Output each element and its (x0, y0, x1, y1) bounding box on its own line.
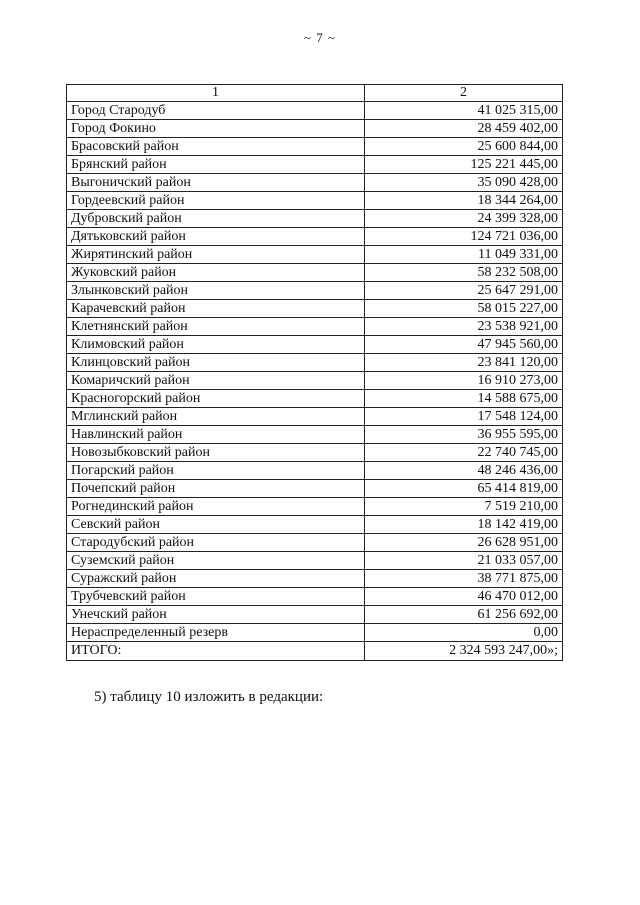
district-name: Почепский район (67, 480, 365, 498)
district-amount: 48 246 436,00 (365, 462, 563, 480)
district-amount: 41 025 315,00 (365, 102, 563, 120)
district-amount: 21 033 057,00 (365, 552, 563, 570)
district-name: Новозыбковский район (67, 444, 365, 462)
district-name: Брасовский район (67, 138, 365, 156)
table-row (67, 264, 563, 282)
district-name: Погарский район (67, 462, 365, 480)
district-name: Дубровский район (67, 210, 365, 228)
column-header-2: 2 (365, 85, 563, 102)
district-name: Клетнянский район (67, 318, 365, 336)
table-row (67, 624, 563, 642)
district-amount: 58 232 508,00 (365, 264, 563, 282)
instruction-text: 5) таблицу 10 изложить в редакции: (94, 689, 324, 705)
table-row (67, 138, 563, 156)
table-row (67, 300, 563, 318)
district-name: Брянский район (67, 156, 365, 174)
district-amount: 47 945 560,00 (365, 336, 563, 354)
district-name: Климовский район (67, 336, 365, 354)
table-row (67, 282, 563, 300)
total-row (67, 642, 563, 661)
table-row (67, 354, 563, 372)
district-amount: 18 142 419,00 (365, 516, 563, 534)
district-name: Севский район (67, 516, 365, 534)
table-row (67, 228, 563, 246)
district-amount: 35 090 428,00 (365, 174, 563, 192)
total-label: ИТОГО: (67, 642, 365, 661)
table-row (67, 246, 563, 264)
district-amount: 14 588 675,00 (365, 390, 563, 408)
district-name: Красногорский район (67, 390, 365, 408)
district-name: Суражский район (67, 570, 365, 588)
district-amount: 58 015 227,00 (365, 300, 563, 318)
district-name: Комаричский район (67, 372, 365, 390)
district-amount: 46 470 012,00 (365, 588, 563, 606)
district-name: Выгоничский район (67, 174, 365, 192)
budget-table (66, 84, 563, 661)
table-row (67, 156, 563, 174)
table-row (67, 498, 563, 516)
table-row (67, 480, 563, 498)
district-amount: 16 910 273,00 (365, 372, 563, 390)
district-name: Унечский район (67, 606, 365, 624)
district-amount: 61 256 692,00 (365, 606, 563, 624)
district-amount: 25 600 844,00 (365, 138, 563, 156)
district-name: Карачевский район (67, 300, 365, 318)
district-name: Город Фокино (67, 120, 365, 138)
table-row (67, 552, 563, 570)
table-row (67, 102, 563, 120)
district-name: Город Стародуб (67, 102, 365, 120)
district-amount: 26 628 951,00 (365, 534, 563, 552)
district-amount: 17 548 124,00 (365, 408, 563, 426)
table-row (67, 462, 563, 480)
district-amount: 28 459 402,00 (365, 120, 563, 138)
district-name: Гордеевский район (67, 192, 365, 210)
district-name: Злынковский район (67, 282, 365, 300)
district-amount: 11 049 331,00 (365, 246, 563, 264)
table-row (67, 516, 563, 534)
table-row (67, 588, 563, 606)
district-name: Суземский район (67, 552, 365, 570)
district-name: Клинцовский район (67, 354, 365, 372)
column-header-1: 1 (67, 85, 365, 102)
table-row (67, 336, 563, 354)
district-name: Рогнединский район (67, 498, 365, 516)
district-amount: 38 771 875,00 (365, 570, 563, 588)
district-name: Жуковский район (67, 264, 365, 282)
district-amount: 124 721 036,00 (365, 228, 563, 246)
total-amount: 2 324 593 247,00»; (365, 642, 563, 661)
district-name: Дятьковский район (67, 228, 365, 246)
district-name: Трубчевский район (67, 588, 365, 606)
district-amount: 24 399 328,00 (365, 210, 563, 228)
district-name: Мглинский район (67, 408, 365, 426)
district-amount: 36 955 595,00 (365, 426, 563, 444)
table-header-row (67, 85, 563, 102)
table-row (67, 606, 563, 624)
district-amount: 23 841 120,00 (365, 354, 563, 372)
district-amount: 65 414 819,00 (365, 480, 563, 498)
table-row (67, 192, 563, 210)
district-name: Навлинский район (67, 426, 365, 444)
page-number: ~ 7 ~ (303, 30, 337, 45)
district-amount: 7 519 210,00 (365, 498, 563, 516)
district-amount: 18 344 264,00 (365, 192, 563, 210)
table-row (67, 372, 563, 390)
table-row (67, 210, 563, 228)
table-row (67, 426, 563, 444)
table-row (67, 408, 563, 426)
district-amount: 125 221 445,00 (365, 156, 563, 174)
table-row (67, 318, 563, 336)
table-row (67, 174, 563, 192)
district-amount: 25 647 291,00 (365, 282, 563, 300)
district-name: Жирятинский район (67, 246, 365, 264)
table-row (67, 570, 563, 588)
district-name: Нераспределенный резерв (67, 624, 365, 642)
table-row (67, 120, 563, 138)
district-amount: 23 538 921,00 (365, 318, 563, 336)
district-amount: 0,00 (365, 624, 563, 642)
table-row (67, 534, 563, 552)
table-row (67, 390, 563, 408)
district-amount: 22 740 745,00 (365, 444, 563, 462)
district-name: Стародубский район (67, 534, 365, 552)
table-row (67, 444, 563, 462)
